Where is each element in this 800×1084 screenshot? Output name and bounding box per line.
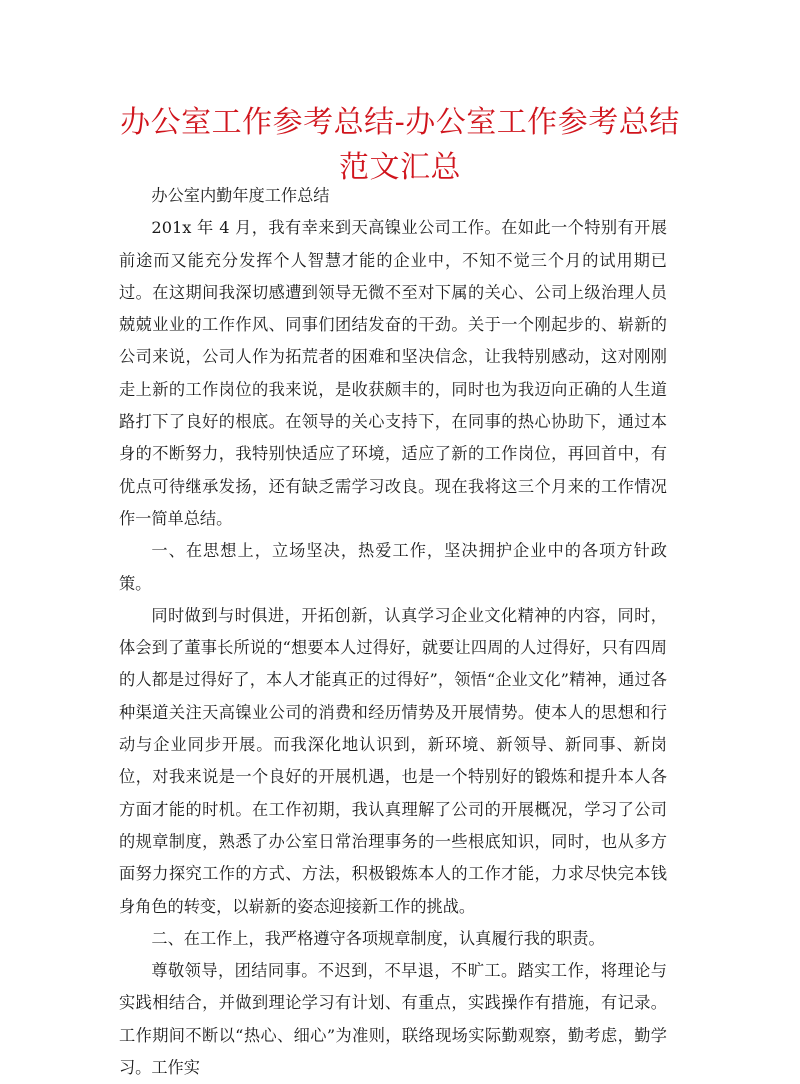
section-heading: 二、在工作上，我严格遵守各项规章制度，认真履行我的职责。 — [151, 928, 605, 948]
body-paragraph: 尊敬领导，团结同事。不迟到，不早退，不旷工。踏实工作，将理论与实践相结合，并做到理论学习有计划、有重点，实践操作有措施，有记录。工作期间不断以“热心、细心”为准则，联络现场实际勤观察，勤考虑，勤学习。工作实 — [119, 961, 667, 1078]
document-body — [119, 180, 667, 1084]
section-heading: 一、在思想上，立场坚决，热爱工作，坚决拥护企业中的各项方针政策。 — [119, 541, 667, 593]
body-paragraph: 201x 年 4 月，我有幸来到天高镍业公司工作。在如此一个特别有开展前途而又能充分发挥个人智慧才能的企业中，不知不觉三个月的试用期已过。在这期间我深切感遭到领导无微不至对下属的关心、公司上级治理人员兢兢业业的工作作风、同事们团结发奋的干劲。关于一个刚起步的、崭新的公司来说，公司人作为拓荒者的困难和坚决信念，让我特别感动，这对刚刚走上新的工作岗位的我来说，是收获颇丰的，同时也为我迈向正确的人生道路打下了良好的根底。在领导的关心支持下，在同事的热心协助下，通过本身的不断努力，我特别快适应了环境，适应了新的工作岗位，再回首中，有优点可待继承发扬，还有缺乏需学习改良。现在我将这三个月来的工作情况作一简单总结。 — [119, 218, 667, 528]
subtitle-paragraph: 办公室内勤年度工作总结 — [151, 186, 330, 205]
document-title: 办公室工作参考总结-办公室工作参考总结范文汇总 — [120, 105, 680, 185]
body-paragraph: 同时做到与时俱进，开拓创新，认真学习企业文化精神的内容，同时，体会到了董事长所说的“想要本人过得好，就要让四周的人过得好，只有四周的人都是过得好了，本人才能真正的过得好”，领悟“企业文化”精神，通过各种渠道关注天高镍业公司的消费和经历情势及开展情势。使本人的思想和行动与企业同步开展。而我深化地认识到，新环境、新领导、新同事、新岗位，对我来说是一个良好的开展机遇，也是一个特别好的锻炼和提升本人各方面才能的时机。在工作初期，我认真理解了公司的开展概况，学习了公司的规章制度，熟悉了办公室日常治理事务的一些根底知识，同时，也从多方面努力探究工作的方式、方法，积极锻炼本人的工作才能，力求尽快完本钱身角色的转变，以崭新的姿态迎接新工作的挑战。 — [119, 605, 667, 916]
